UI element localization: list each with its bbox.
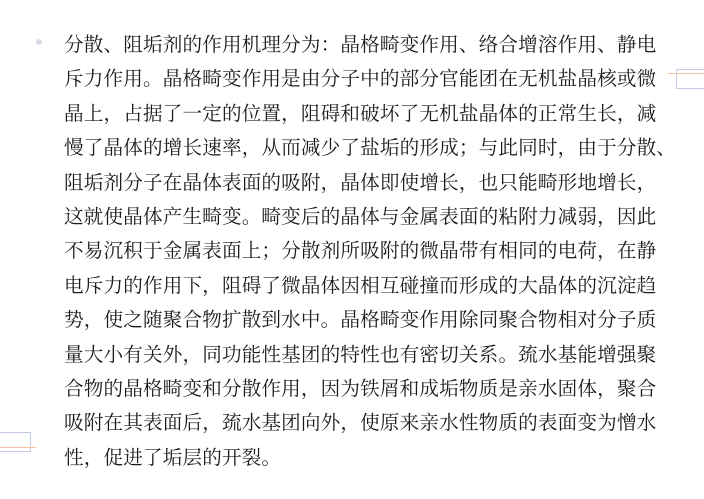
crop-mark-left-vertical xyxy=(30,432,31,452)
text-line: 不易沉积于金属表面上；分散剂所吸附的微晶带有相同的电荷，在静 xyxy=(64,239,657,263)
text-line: 电斥力的作用下，阻碍了微晶体因相互碰撞而形成的大晶体的沉淀趋 xyxy=(64,273,657,297)
crop-mark-right-top-horizontal xyxy=(676,69,704,70)
crop-mark-left-top-horizontal xyxy=(0,432,30,433)
crop-mark-right-accent xyxy=(668,73,704,74)
text-line: 这就使晶体产生畸变。畸变后的晶体与金属表面的粘附力减弱，因此 xyxy=(64,204,657,228)
crop-mark-left-bottom-horizontal xyxy=(0,451,30,452)
body-paragraph xyxy=(64,28,676,475)
text-line: 性，促进了垢层的开裂。 xyxy=(64,445,282,469)
text-line: 斥力作用。晶格畸变作用是由分子中的部分官能团在无机盐晶核或微 xyxy=(64,67,657,91)
text-line: 阻垢剂分子在晶体表面的吸附，晶体即使增长，也只能畸形地增长， xyxy=(64,170,657,194)
list-bullet xyxy=(36,39,42,45)
text-line: 吸附在其表面后，巯水基团向外，使原来亲水性物质的表面变为憎水 xyxy=(64,411,657,435)
text-line: 量大小有关外，同功能性基团的特性也有密切关系。巯水基能增强聚 xyxy=(64,342,657,366)
text-line: 势，使之随聚合物扩散到水中。晶格畸变作用除同聚合物相对分子质 xyxy=(64,308,657,332)
crop-mark-right-vertical xyxy=(676,69,677,89)
text-line: 慢了晶体的增长速率，从而减少了盐垢的形成；与此同时，由于分散、 xyxy=(64,136,677,160)
text-line: 晶上，占据了一定的位置，阻碍和破坏了无机盐晶体的正常生长，减 xyxy=(64,101,657,125)
crop-mark-left-accent xyxy=(0,447,36,448)
text-line: 合物的晶格畸变和分散作用，因为铁屑和成垢物质是亲水固体，聚合 xyxy=(64,376,657,400)
text-line: 分散、阻垢剂的作用机理分为：晶格畸变作用、络合增溶作用、静电 xyxy=(64,33,657,56)
crop-mark-right-bottom-horizontal xyxy=(676,88,704,89)
